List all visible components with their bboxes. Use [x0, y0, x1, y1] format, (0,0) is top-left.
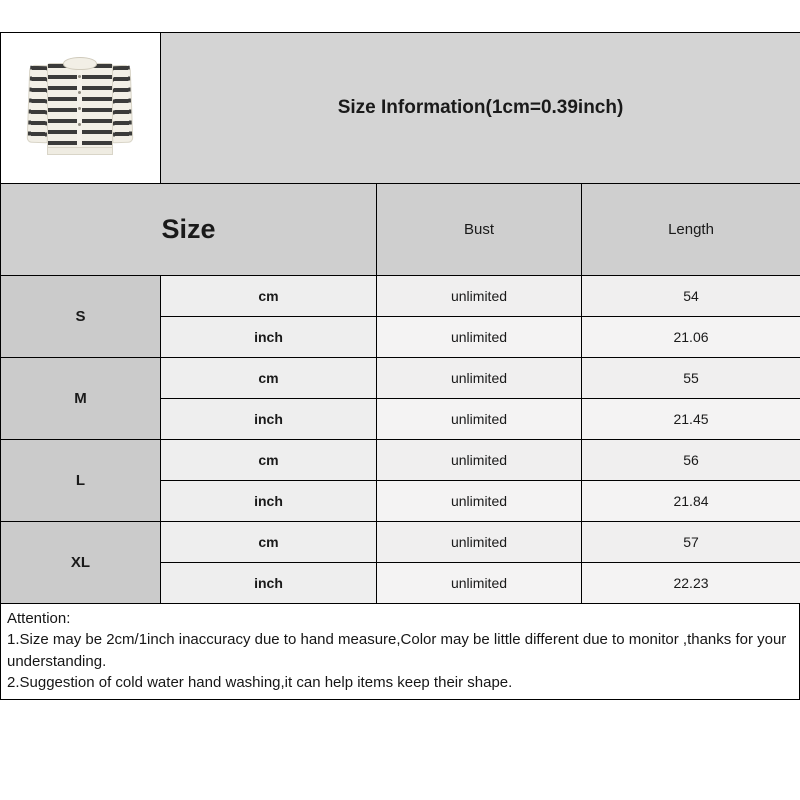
table-row	[1, 440, 800, 481]
bust-value: unlimited	[377, 440, 582, 481]
length-value: 54	[582, 276, 800, 317]
size-label-s: S	[1, 276, 161, 358]
size-label-m: M	[1, 358, 161, 440]
size-label-l: L	[1, 440, 161, 522]
unit-inch: inch	[161, 399, 377, 440]
bust-value: unlimited	[377, 358, 582, 399]
header-bust: Bust	[377, 184, 582, 276]
unit-inch: inch	[161, 317, 377, 358]
length-value: 57	[582, 522, 800, 563]
striped-cardigan-sweater-icon	[1, 33, 160, 183]
bust-value: unlimited	[377, 522, 582, 563]
size-label-xl: XL	[1, 522, 161, 604]
length-value: 22.23	[582, 563, 800, 604]
size-information-table	[0, 32, 800, 604]
bust-value: unlimited	[377, 481, 582, 522]
attention-heading: Attention:	[7, 610, 71, 627]
attention-line-2: 2.Suggestion of cold water hand washing,it can help items keep their shape.	[7, 673, 513, 691]
bust-value: unlimited	[377, 317, 582, 358]
length-value: 21.45	[582, 399, 800, 440]
unit-inch: inch	[161, 481, 377, 522]
length-value: 55	[582, 358, 800, 399]
attention-line-1: 1.Size may be 2cm/1inch inaccuracy due to hand measure,Color may be little different due to monitor ,thanks for your understanding.	[7, 631, 787, 670]
table-header-row	[1, 184, 800, 276]
header-size: Size	[1, 184, 377, 276]
length-value: 56	[582, 440, 800, 481]
length-value: 21.06	[582, 317, 800, 358]
unit-cm: cm	[161, 276, 377, 317]
length-value: 21.84	[582, 481, 800, 522]
product-image-cell	[1, 33, 161, 184]
bust-value: unlimited	[377, 276, 582, 317]
table-row	[1, 358, 800, 399]
bust-value: unlimited	[377, 563, 582, 604]
table-row	[1, 522, 800, 563]
header-length: Length	[582, 184, 800, 276]
bust-value: unlimited	[377, 399, 582, 440]
unit-cm: cm	[161, 522, 377, 563]
attention-note	[0, 604, 800, 700]
table-row-title	[1, 33, 800, 184]
unit-inch: inch	[161, 563, 377, 604]
unit-cm: cm	[161, 358, 377, 399]
table-row	[1, 276, 800, 317]
chart-title: Size Information(1cm=0.39inch)	[161, 33, 800, 184]
unit-cm: cm	[161, 440, 377, 481]
